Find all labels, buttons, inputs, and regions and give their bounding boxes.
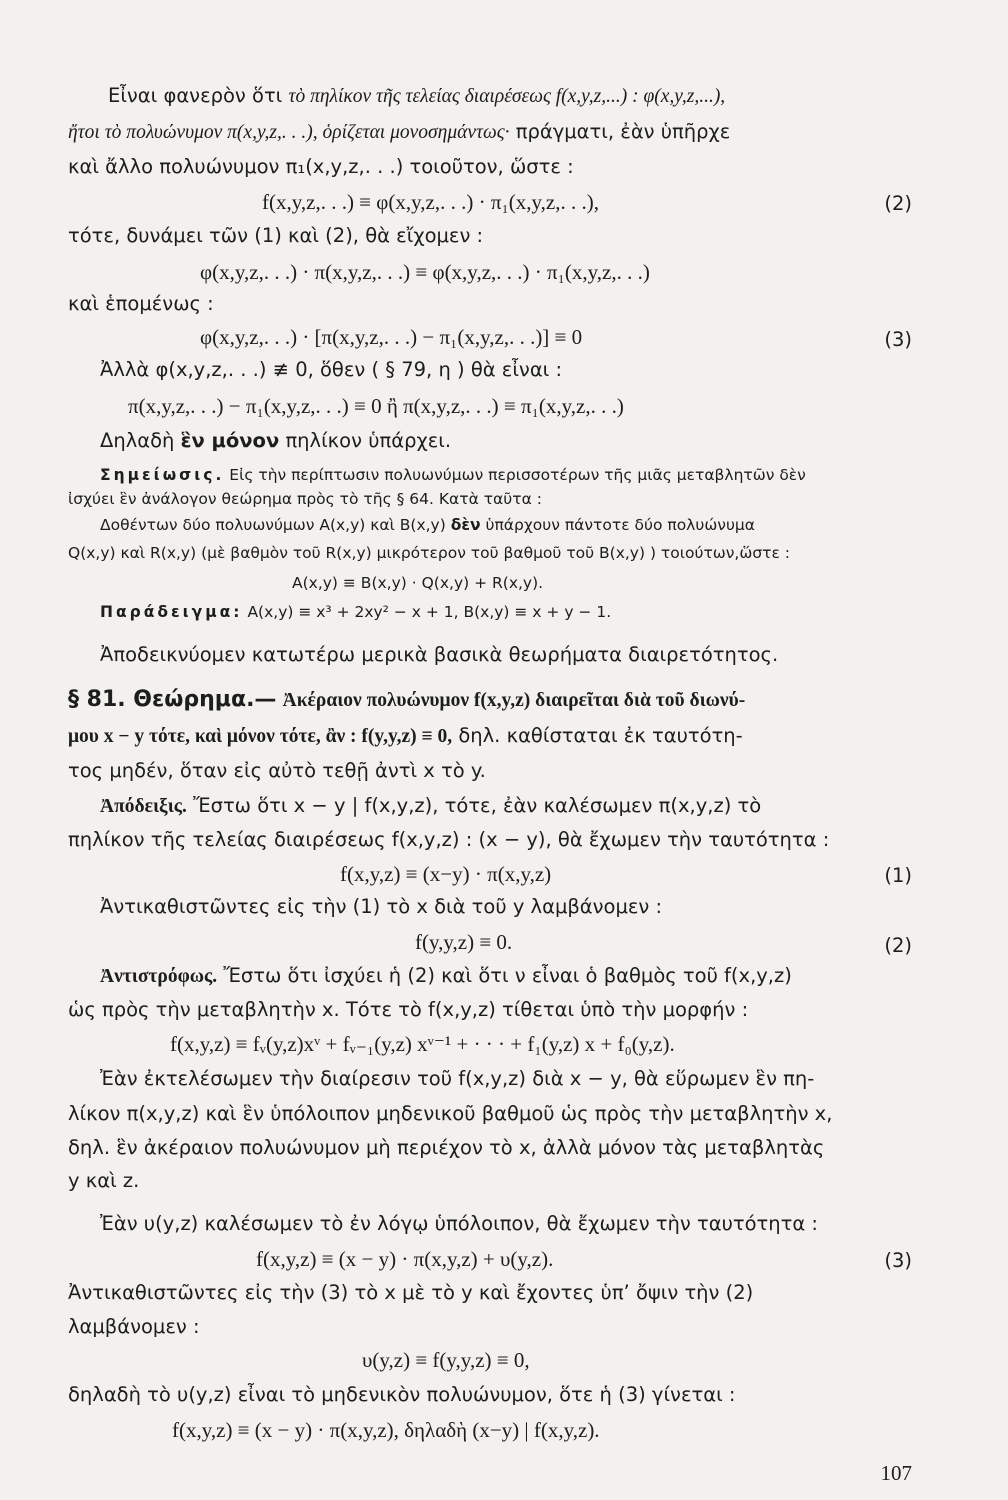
equation: f(x,y,z) ≡ fᵥ(y,z)xᵛ + fᵥ₋₁(y,z) xᵛ⁻¹ + · · · + f₁(y,z) x + f₀(y,z). [170,1032,675,1056]
text-line: λίκον π(x,y,z) καὶ ἓν ὑπόλοιπον μηδενικοῦ βαθμοῦ ὡς πρὸς τὴν μεταβλητὴν x, [68,1102,833,1125]
text-line [100,427,451,455]
text-span: ὑπάρχουν πάντοτε δύο πολυώνυμα [485,516,756,534]
text-span-italic: τὸ πηλίκον τῆς τελείας διαιρέσεως f(x,y,z,...) : φ(x,y,z,...), [288,86,726,107]
equation: f(x,y,z) ≡ (x − y) · π(x,y,z), δηλαδὴ (x−y) | f(x,y,z). [172,1418,600,1442]
theorem-heading-line [68,686,745,715]
text-line: Ἀλλὰ φ(x,y,z,. . .) ≢ 0, ὅθεν ( § 79, η ) θὰ εἶναι : [100,358,563,381]
note-line [100,463,806,487]
equation: υ(y,z) ≡ f(y,y,z) ≡ 0, [362,1348,530,1372]
text-line: y καὶ z. [68,1169,140,1192]
theorem-statement: Ἀκέραιον πολυώνυμον f(x,y,z) διαιρεῖται διὰ τοῦ διωνύ- [282,690,746,711]
text-span: A(x,y) ≡ x³ + 2xy² − x + 1, B(x,y) ≡ x + y − 1. [247,603,612,621]
equation-number: (2) [884,934,912,957]
text-line: ὡς πρὸς τὴν μεταβλητὴν x. Τότε τὸ f(x,y,z) τίθεται ὑπὸ τὴν μορφήν : [68,998,749,1021]
text-line: λαμβάνομεν : [68,1315,200,1338]
equation: f(y,y,z) ≡ 0. [415,930,513,954]
text-span: Εἶναι φανερὸν ὅτι [108,84,283,107]
text-line: Ἀντικαθιστῶντες εἰς τὴν (3) τὸ x μὲ τὸ y καὶ ἔχοντες ὑπ’ ὄψιν τὴν (2) [68,1281,754,1304]
text-line: Ἀποδεικνύομεν κατωτέρω μερικὰ βασικὰ θεωρήματα διαιρετότητος. [100,643,779,666]
proof-line [100,792,761,821]
text-span: Δηλαδὴ [100,429,175,452]
text-line [68,118,730,147]
text-line: Ἐὰν υ(y,z) καλέσωμεν τὸ ἐν λόγῳ ὑπόλοιπον, θὰ ἔχωμεν τὴν ταυτότητα : [100,1212,819,1235]
converse-label: Ἀντιστρόφως. [100,966,218,987]
text-line: καὶ ἄλλο πολυώνυμον π₁(x,y,z,. . .) τοιοῦτον, ὥστε : [68,155,574,178]
text-line: καὶ ἑπομένως : [68,292,214,315]
text-span-bold: ἓν μόνον [180,429,280,452]
text-line: δηλ. ἓν ἀκέραιον πολυώνυμον μὴ περιέχον τὸ x, ἀλλὰ μόνον τὰς μεταβλητὰς [68,1136,825,1159]
text-span: πηλίκον ὑπάρχει. [285,429,452,452]
text-span: Εἰς τὴν περίπτωσιν πολυωνύμων περισσοτέρων τῆς μιᾶς μεταβλητῶν δὲν [229,466,806,484]
text-span: Ἔστω ὅτι ἰσχύει ἡ (2) καὶ ὅτι ν εἶναι ὁ βαθμὸς τοῦ f(x,y,z) [223,964,792,987]
text-line: τότε, δυνάμει τῶν (1) καὶ (2), θὰ εἴχομεν : [68,224,484,247]
text-span: δηλ. καθίσταται ἐκ ταυτότη- [458,724,743,747]
converse-line [100,962,792,991]
equation: f(x,y,z) ≡ (x − y) · π(x,y,z) + υ(y,z). [256,1247,554,1271]
text-line [108,82,725,111]
text-span: Δοθέντων δύο πολυωνύμων A(x,y) καὶ B(x,y) [100,516,446,534]
text-line: τος μηδέν, ὅταν εἰς αὐτὸ τεθῇ ἀντὶ x τὸ y. [68,759,486,782]
note-line: Q(x,y) καὶ R(x,y) (μὲ βαθμὸν τοῦ R(x,y) μικρότερον τοῦ βαθμοῦ τοῦ B(x,y) ) τοιούτων,ὥστε : [68,544,790,562]
proof-label: Ἀπόδειξις. [100,796,187,817]
equation: φ(x,y,z,. . .) · π(x,y,z,. . .) ≡ φ(x,y,z,. . .) · π₁(x,y,z,. . .) [200,260,650,284]
text-line: δηλαδὴ τὸ υ(y,z) εἶναι τὸ μηδενικὸν πολυώνυμον, ὅτε ἡ (3) γίνεται : [68,1383,736,1406]
theorem-number: § 81. Θεώρημα.— [68,687,277,712]
equation-number: (3) [884,328,912,351]
text-span: πράγματι, ἐὰν ὑπῆρχε [515,120,731,143]
text-span: Ἔστω ὅτι x − y | f(x,y,z), τότε, ἐὰν καλέσωμεν π(x,y,z) τὸ [193,794,762,817]
text-line: Ἐὰν ἐκτελέσωμεν τὴν διαίρεσιν τοῦ f(x,y,z) διὰ x − y, θὰ εὕρωμεν ἓν πη- [100,1067,815,1090]
theorem-line [68,722,743,751]
text-span-bold: δὲν [450,516,481,534]
equation: f(x,y,z,. . .) ≡ φ(x,y,z,. . .) · π₁(x,y,z,. . .), [262,190,599,214]
note-line [100,600,611,624]
theorem-statement: μου x − y τότε, καὶ μόνον τότε, ἂν : f(y,y,z) ≡ 0, [68,726,453,747]
equation: π(x,y,z,. . .) − π₁(x,y,z,. . .) ≡ 0 ἢ π(x,y,z,. . .) ≡ π₁(x,y,z,. . .) [128,394,624,418]
text-line: πηλίκον τῆς τελείας διαιρέσεως f(x,y,z) : (x − y), θὰ ἔχωμεν τὴν ταυτότητα : [68,828,830,851]
text-line: Ἀντικαθιστῶντες εἰς τὴν (1) τὸ x διὰ τοῦ y λαμβάνομεν : [100,895,663,918]
note-equation: A(x,y) ≡ B(x,y) · Q(x,y) + R(x,y). [292,574,544,592]
note-label: Σημείωσις. [100,466,225,484]
equation-number: (2) [884,192,912,215]
equation: f(x,y,z) ≡ (x−y) · π(x,y,z) [340,862,552,886]
note-line [100,513,755,537]
equation: φ(x,y,z,. . .) · [π(x,y,z,. . .) − π₁(x,y,z,. . .)] ≡ 0 [200,325,583,349]
page-number: 107 [880,1461,912,1485]
example-label: Παράδειγμα: [100,603,243,621]
text-span-italic: ἤτοι τὸ πολυώνυμον π(x,y,z,. . .), ὁρίζεται μονοσημάντως· [68,122,510,143]
equation-number: (1) [884,864,912,887]
note-line: ἰσχύει ἓν ἀνάλογον θεώρημα πρὸς τὸ τῆς § 64. Κατὰ ταῦτα : [68,490,542,508]
equation-number: (3) [884,1249,912,1272]
